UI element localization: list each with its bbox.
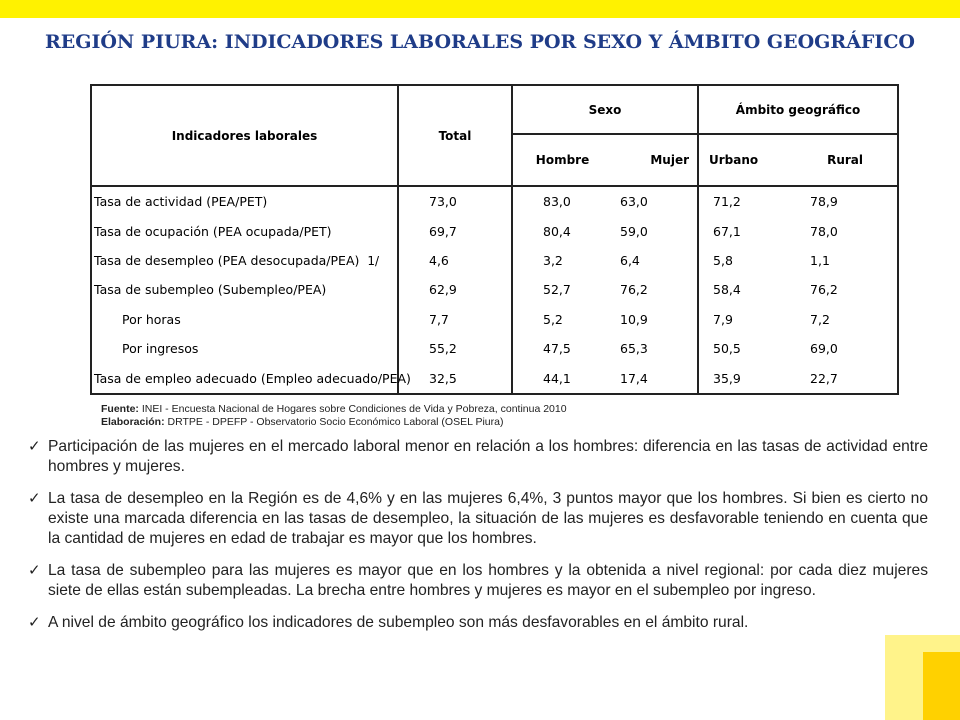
cell-total: 69,7: [398, 216, 512, 245]
corner-accent-block-inner: [923, 652, 960, 720]
cell-urbano: 58,4: [713, 282, 741, 298]
cell-hombre: 80,4: [543, 223, 571, 239]
checkmark-icon: ✓: [28, 438, 41, 455]
cell-mujer: 17,4: [612, 364, 698, 394]
source-elaboracion: Elaboración: DRTPE - DPEFP - Observatorio Socio Económico Laboral (OSEL Piura): [101, 416, 504, 428]
source-fuente: Fuente: INEI - Encuesta Nacional de Hogares sobre Condiciones de Vida y Pobreza, continua 2010: [101, 403, 567, 415]
checkmark-icon: ✓: [28, 490, 41, 507]
cell-mujer: 65,3: [612, 334, 698, 363]
cell-urbano: 71,2: [713, 194, 741, 210]
list-item: ✓ A nivel de ámbito geográfico los indicadores de subempleo son más desfavorables en el ámbito rural.: [28, 614, 749, 631]
cell-total: 7,7: [398, 305, 512, 334]
cell-mujer: 59,0: [612, 216, 698, 245]
cell-rural: 78,0: [810, 223, 838, 239]
cell-rural: 69,0: [810, 341, 838, 357]
cell-urbano: 50,5: [713, 341, 741, 357]
header-mujer: Mujer: [612, 134, 698, 186]
cell-total: 4,6: [398, 246, 512, 275]
cell-rural: 22,7: [810, 370, 838, 386]
row-label: Tasa de actividad (PEA/PET): [91, 186, 398, 216]
table-row: [91, 364, 898, 394]
cell-total: 62,9: [398, 275, 512, 304]
header-urbano: Urbano: [698, 134, 796, 186]
cell-hombre: 44,1: [543, 370, 571, 386]
table-row: [91, 216, 898, 245]
list-item: ✓ La tasa de subempleo para las mujeres es mayor que en los hombres y la obtenida a nivel regional: por cada diez mujeres siete de ellas están subempleadas. La brecha entre hombres y mujeres es mayor en el subempleo por ingreso.: [28, 562, 928, 599]
cell-total: 55,2: [398, 334, 512, 363]
indicators-table: [90, 84, 899, 395]
table-row: [91, 186, 898, 216]
cell-mujer: 6,4: [612, 246, 698, 275]
cell-mujer: 76,2: [612, 275, 698, 304]
cell-hombre: 47,5: [543, 341, 571, 357]
row-label: Tasa de empleo adecuado (Empleo adecuado/PEA): [91, 364, 398, 394]
cell-urbano: 35,9: [713, 370, 741, 386]
cell-rural: 7,2: [810, 311, 830, 327]
footnote-marker: 1/: [367, 254, 380, 269]
header-ambito: Ámbito geográfico: [698, 85, 898, 134]
header-sexo: Sexo: [512, 85, 698, 134]
cell-total: 73,0: [398, 186, 512, 216]
row-label: Tasa de ocupación (PEA ocupada/PET): [91, 216, 398, 245]
checkmark-icon: ✓: [28, 562, 41, 579]
cell-rural: 76,2: [810, 282, 838, 298]
header-rural: Rural: [796, 134, 898, 186]
table-row: [91, 305, 898, 334]
cell-hombre: 52,7: [543, 282, 571, 298]
row-label: Por horas: [91, 305, 398, 334]
cell-hombre: 5,2: [543, 311, 563, 327]
row-label: Tasa de subempleo (Subempleo/PEA): [91, 275, 398, 304]
cell-urbano: 5,8: [713, 253, 733, 269]
header-indicadores: Indicadores laborales: [91, 85, 398, 186]
checkmark-icon: ✓: [28, 614, 41, 631]
row-label: Tasa de desempleo (PEA desocupada/PEA) 1/: [91, 246, 398, 275]
list-item: ✓ La tasa de desempleo en la Región es de 4,6% y en las mujeres 6,4%, 3 puntos mayor que los hombres. Si bien es cierto no existe una marcada diferencia en las tasas de desempleo, la situación de las mujeres es desfavorable teniendo en cuenta que la cantidad de mujeres en edad de trabajar es mayor que los hombres.: [28, 490, 928, 547]
cell-urbano: 7,9: [713, 311, 733, 327]
cell-urbano: 67,1: [713, 223, 741, 239]
cell-rural: 78,9: [810, 194, 838, 210]
table-row: [91, 246, 898, 275]
findings-list: [28, 437, 928, 645]
cell-hombre: 83,0: [543, 194, 571, 210]
list-item: ✓ Participación de las mujeres en el mercado laboral menor en relación a los hombres: diferencia en las tasas de actividad entre hombres y mujeres.: [28, 438, 928, 475]
header-hombre: Hombre: [512, 134, 612, 186]
cell-rural: 1,1: [810, 253, 830, 269]
top-accent-bar: [0, 0, 960, 18]
cell-total: 32,5: [398, 364, 512, 394]
cell-mujer: 63,0: [612, 186, 698, 216]
page-title: REGIÓN PIURA: INDICADORES LABORALES POR SEXO Y ÁMBITO GEOGRÁFICO: [44, 31, 915, 53]
header-total: Total: [398, 85, 512, 186]
source-note: [101, 403, 801, 429]
cell-mujer: 10,9: [612, 305, 698, 334]
table-row: [91, 334, 898, 363]
table-row: [91, 275, 898, 304]
cell-hombre: 3,2: [543, 253, 563, 269]
row-label: Por ingresos: [91, 334, 398, 363]
